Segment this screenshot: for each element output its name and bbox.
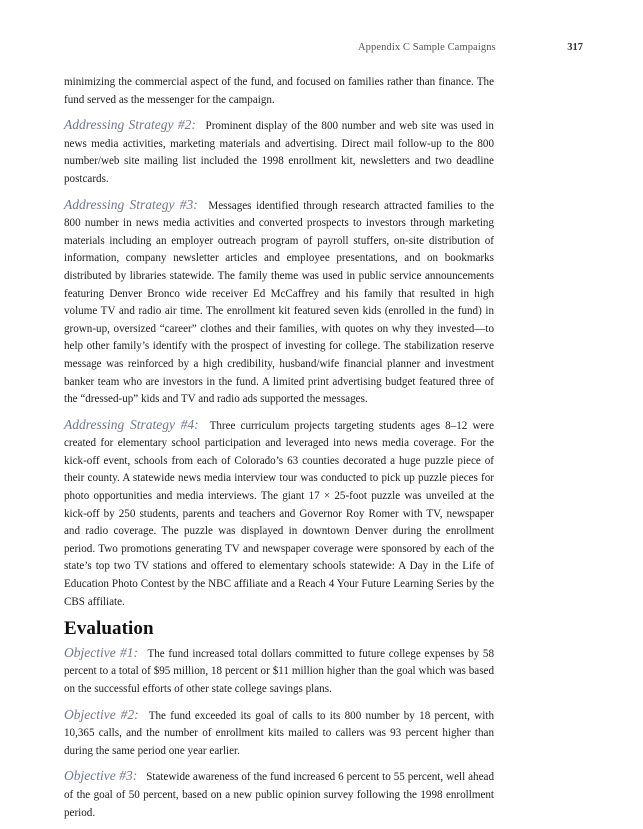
objective-lead: Objective #1: bbox=[64, 644, 138, 660]
objective-1 bbox=[64, 644, 494, 699]
objective-lead: Objective #2: bbox=[64, 706, 139, 722]
objective-text: The fund exceeded its goal of calls to its 800 number by 18 percent, with 10,365 calls, and the number of enrollment kits mailed to callers was 93 percent higher than during the same period one year earlier. bbox=[64, 709, 494, 757]
paragraph-strategy-4 bbox=[64, 416, 494, 612]
body-text bbox=[64, 74, 494, 829]
running-head-title: Appendix C Sample Campaigns bbox=[358, 42, 496, 53]
page-number: 317 bbox=[567, 42, 583, 53]
paragraph-text: Messages identified through research attracted families to the 800 number in news media activities and converted prospects to investors through marketing materials including an employer outreach program of payroll stuffers, on-site distribution of information, company newsletter articles and employee presentations, and on bookmarks distributed by libraries statewide. The family theme was used in public service announcements featuring Denver Bronco wide receiver Ed McCaffrey and his family that resulted in high volume TV and radio air time. The enrollment kit featured seven kids (enrolled in the fund) in grown-up, oversized “career” clothes and their families, with quotes on why they invested—to help other family’s identify with the prospect of investing for college. The stabilization reserve message was reinforced by a high credibility, husband/wife financial planner and investment banker team who are investors in the fund. A limited print advertising budget featured three of the “dressed-up” kids and TV and radio ads supported the messages. bbox=[64, 199, 495, 406]
paragraph-text: Prominent display of the 800 number and web site was used in news media activities, marketing materials and advertising. Direct mail follow-up to the 800 number/web site mailing list included the 1998 enrollment kit, newsletters and two deadline postcards. bbox=[64, 120, 494, 185]
paragraph-continuation bbox=[64, 74, 494, 109]
paragraph-text: minimizing the commercial aspect of the fund, and focused on families rather than finance. The fund served as the messenger for the campaign. bbox=[64, 76, 494, 106]
paragraph-lead: Addressing Strategy #4: bbox=[64, 416, 199, 432]
paragraph-text: Three curriculum projects targeting students ages 8–12 were created for elementary school participation and leveraged into news media coverage. For the kick-off event, schools from each of Colorado’s 63 counties decorated a huge puzzle piece of their county. A statewide news media interview tour was conducted to pick up puzzle pieces for photo opportunities and media interviews. The giant 17 × 25-foot puzzle was unveiled at the kick-off by 250 students, parents and teachers and Governor Roy Romer with TV, newspaper and radio coverage. The puzzle was displayed in downtown Denver during the enrollment period. Two promotions generating TV and newspaper coverage were sponsored by each of the state’s top two TV stations and offered to elementary schools statewide: A Day in the Life of Education Photo Contest by the NBC affiliate and a Reach 4 Your Future Learning Series by the CBS affiliate. bbox=[64, 419, 494, 608]
running-head bbox=[0, 42, 643, 58]
objective-2 bbox=[64, 706, 494, 761]
evaluation-heading: Evaluation bbox=[64, 618, 154, 640]
objective-3 bbox=[64, 767, 494, 822]
objective-lead: Objective #3: bbox=[64, 768, 138, 784]
objective-text: The fund increased total dollars committed to future college expenses by 58 percent to a total of $95 million, 18 percent or $11 million higher than the goal which was based on the successful efforts of other state college savings plans. bbox=[64, 647, 494, 695]
paragraph-strategy-2 bbox=[64, 116, 494, 188]
paragraph-lead: Addressing Strategy #3: bbox=[64, 196, 198, 212]
paragraph-lead: Addressing Strategy #2: bbox=[64, 117, 196, 133]
paragraph-strategy-3 bbox=[64, 196, 494, 409]
objective-text: Statewide awareness of the fund increased 6 percent to 55 percent, well ahead of the goal of 50 percent, based on a new public opinion survey following the 1998 enrollment period. bbox=[64, 771, 494, 819]
